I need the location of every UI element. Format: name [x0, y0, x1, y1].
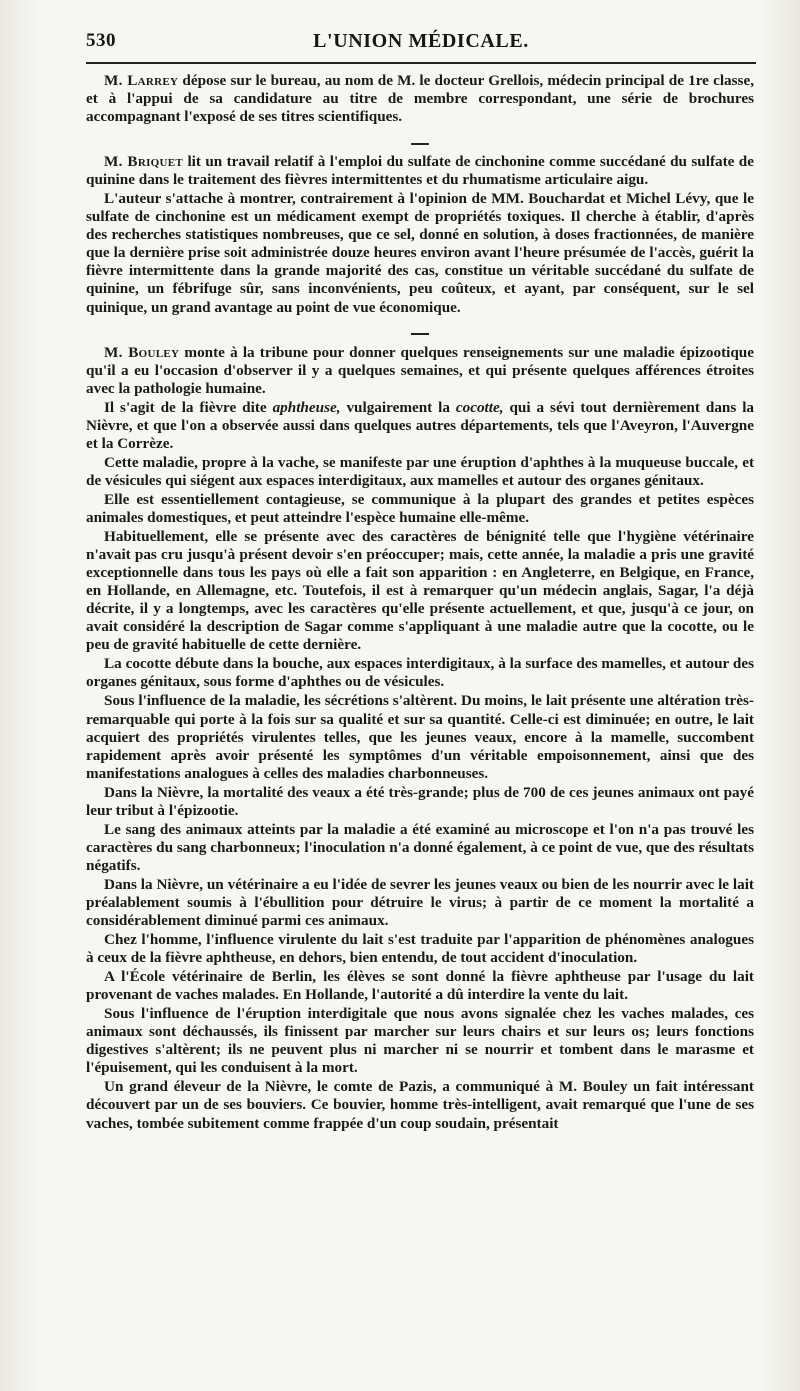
paragraph [86, 190, 754, 316]
paragraph [86, 876, 754, 930]
paragraph-text: monte à la tribune pour donner quelques renseignements sur une maladie épizootique qu'il a eu l'occasion d'observer il y a quelques semaines, et qui présente quelques afférences étroites avec la pathologie humaine. [86, 343, 754, 397]
paragraph-text: lit un travail relatif à l'emploi du sulfate de cinchonine comme succédané du sulfate de quinine dans le traitement des fièvres intermittentes et du rhumatisme articulaire aigu. [86, 153, 754, 189]
paragraph [86, 528, 754, 654]
speaker-name: M. Briquet [104, 153, 184, 171]
paragraph-text: Cette maladie, propre à la vache, se manifeste par une éruption d'aphthes à la muqueuse buccale, et de vésicules qui siégent aux espaces interdigitaux, aux mamelles et autour des organes génitaux. [86, 453, 754, 489]
paragraph-larrey [86, 72, 754, 126]
paragraph-text: Sous l'influence de l'éruption interdigitale que nous avons signalée chez les vaches malades, ces animaux sont déchaussés, ils finissent par marcher sur leurs chairs et sur leurs os; leurs fonctions digestives s'altèrent; ils ne peuvent plus ni marcher ni se nourrir et tombent dans le marasme et l'épuisement, qui les conduisent à la mort. [86, 1005, 754, 1077]
paragraph-briquet [86, 153, 754, 189]
italic-term: aphtheuse, [272, 398, 341, 416]
paragraph [86, 399, 754, 453]
paragraph-bouley [86, 344, 754, 398]
paragraph-text: dépose sur le bureau, au nom de M. le docteur Grellois, médecin principal de 1re classe, et à l'appui de sa candidature au titre de membre correspondant, une série de brochures accompagnant l'exposé de ses titres scientifiques. [86, 72, 754, 126]
paragraph-text: A l'École vétérinaire de Berlin, les élèves se sont donné la fièvre aphtheuse par l'usage du lait provenant de vaches malades. En Hollande, l'autorité a dû interdire la vente du lait. [86, 968, 754, 1004]
paragraph [86, 692, 754, 782]
paragraph-text: Chez l'homme, l'influence virulente du lait s'est traduite par l'apparition de phénomènes analogues à ceux de la fièvre aphtheuse, en dehors, bien entendu, de tout accident d'inoculation. [86, 931, 754, 967]
paragraph-text: Sous l'influence de la maladie, les sécrétions s'altèrent. Du moins, le lait présente une altération très-remarquable qui porte à la fois sur sa qualité et sur sa quantité. Celle-ci est diminuée; en outre, le lait acquiert des propriétés virulentes telles, que les jeunes veaux, encore à la mamelle, succombent rapidement après avoir présenté les symptômes d'un véritable empoisonnement, ainsi que des manifestations analogues à celles des maladies charbonneuses. [86, 692, 754, 782]
paragraph-text: Dans la Nièvre, un vétérinaire a eu l'idée de sevrer les jeunes veaux ou bien de les nourrir avec le lait préalablement soumis à l'ébullition pour détruire le virus; à partir de ce moment la mortalité a considérablement diminué parmi ces animaux. [86, 875, 754, 930]
paragraph-text: Un grand éleveur de la Nièvre, le comte de Pazis, a communiqué à M. Bouley un fait intéressant découvert par un de ses bouviers. Ce bouvier, homme très-intelligent, avait remarqué que l'une de ses vaches, tombée subitement comme frappée d'un coup soudain, présentait [86, 1078, 754, 1132]
paragraph-text: Le sang des animaux atteints par la maladie a été examiné au microscope et l'on n'a pas trouvé les caractères du sang charbonneux; l'inoculation n'a donné également, à ce point de vue, que des résultats négatifs. [86, 820, 754, 874]
paragraph [86, 784, 754, 820]
paragraph-text: Habituellement, elle se présente avec des caractères de bénignité telle que l'hygiène vétérinaire n'avait pas cru jusqu'à présent devoir s'en préoccuper; mais, cette année, la maladie a pris une gravité exceptionnelle dans tous les pays où elle a fait son apparition : en Angleterre, en Belgique, en France, en Hollande, en Allemagne, etc. Toutefois, il est à remarquer qu'un médecin anglais, Sagar, l'a déjà décrite, il y a longtemps, avec les caractères qu'elle présente actuellement, et que, jusqu'à ce jour, on avait considéré la description de Sagar comme s'appliquant à une maladie autre que la cocotte, ou le peu de gravité habituelle de cette dernière. [86, 528, 754, 654]
section-divider [86, 325, 754, 335]
paragraph [86, 655, 754, 691]
page-header [86, 30, 756, 58]
text-fragment: Il s'agit de la fièvre dite [104, 398, 273, 416]
paragraph [86, 491, 754, 527]
paragraph-text: Dans la Nièvre, la mortalité des veaux a été très-grande; plus de 700 de ces jeunes animaux ont payé leur tribut à l'épizootie. [86, 783, 754, 819]
paragraph-text: Elle est essentiellement contagieuse, se communique à la plupart des grandes et petites espèces animales domestiques, et peut atteindre l'espèce humaine elle-même. [86, 490, 754, 526]
text-fragment: qui a sévi tout dernièrement dans la Nièvre, et que l'on a observée aussi dans quelques autres départements, tels que l'Aveyron, l'Auvergne et la Corrèze. [86, 398, 755, 452]
paragraph-text: La cocotte débute dans la bouche, aux espaces interdigitaux, à la surface des mamelles, et autour des organes génitaux, sous forme d'aphthes ou de vésicules. [86, 655, 754, 691]
page-number: 530 [86, 30, 116, 51]
section-divider [86, 134, 754, 144]
paragraph [86, 454, 754, 490]
paragraph [86, 1005, 754, 1077]
article-body [86, 72, 754, 1134]
paragraph [86, 1078, 754, 1132]
header-rule [86, 62, 756, 64]
paragraph-text: L'auteur s'attache à montrer, contrairement à l'opinion de MM. Bouchardat et Michel Lévy, que le sulfate de cinchonine est un médicament exempt de propriétés toxiques. Il cherche à établir, d'après des recherches statistiques nombreuses, que ce sel, donné en solution, à doses fractionnées, de manière que la dernière prise soit administrée douze heures environ avant l'heure présumée de l'accès, guérit la fièvre intermittente dans la grande majorité des cas, constitue un véritable succédané du sulfate de quinine, un fébrifuge sûr, sans inconvénients, peu coûteux, et ayant, par conséquent, sur le sel quinique, un grand avantage au point de vue économique. [86, 190, 754, 316]
speaker-name: M. Larrey [104, 72, 179, 89]
journal-title: L'UNION MÉDICALE. [313, 30, 529, 52]
paragraph [86, 931, 754, 967]
italic-term: cocotte, [455, 398, 504, 416]
paragraph [86, 968, 754, 1004]
speaker-name: M. Bouley [104, 343, 180, 361]
text-fragment: vulgairement la [340, 398, 456, 416]
paragraph [86, 821, 754, 875]
